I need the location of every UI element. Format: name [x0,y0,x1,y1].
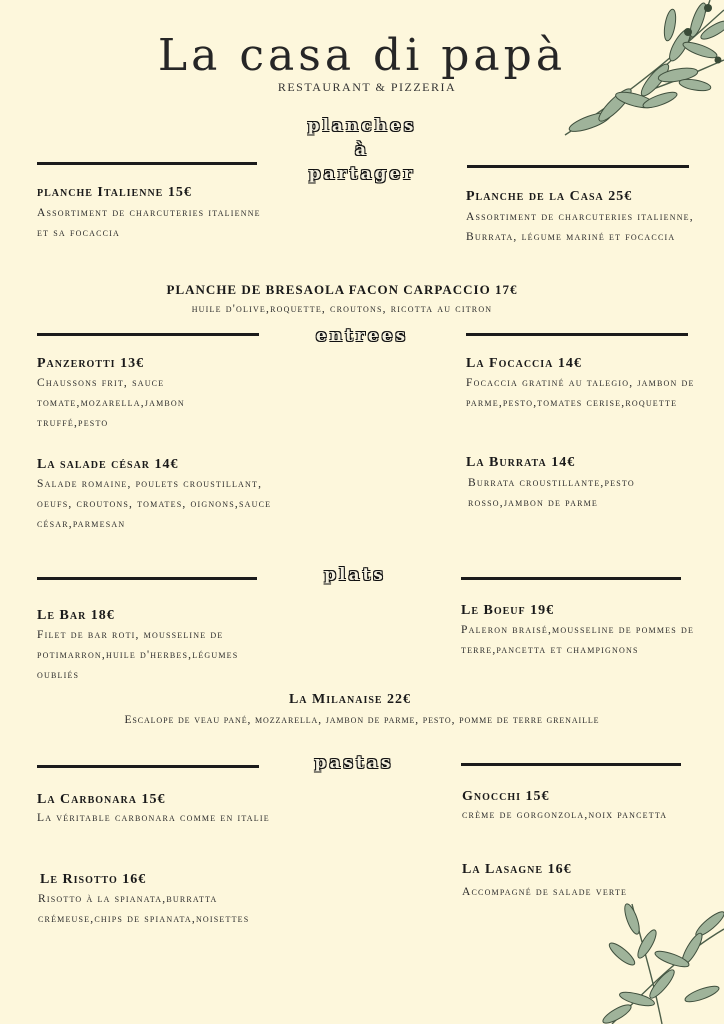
menu-item-carbonara [37,792,277,828]
menu-item-milanaise [0,692,724,730]
menu-item-description: Assortiment de charcuteries italienne et sa focaccia [37,207,261,239]
restaurant-title: La casa di papà [157,30,567,81]
menu-item-bar [37,608,272,685]
section-title-entrees: entrees [315,326,409,346]
section-title-planches-line1: planches [307,116,417,136]
menu-item-planche-bresaola [0,282,684,319]
menu-item-description: Paleron braisé,mousseline de pommes de terre,pancetta et champignons [461,624,695,656]
menu-item-description: La véritable carbonara comme en italie [37,812,270,824]
divider-planches-left [37,162,257,165]
menu-item-name: La Carbonara 15€ [37,792,166,807]
menu-item-name: La Burrata 14€ [466,455,576,470]
restaurant-subtitle: RESTAURANT & PIZZERIA [277,80,457,94]
divider-plats-left [37,577,257,580]
menu-item-description: Salade romaine, poulets croustillant, oeufs, croutons, tomates, oignons,sauce césar,parmesan [37,478,272,530]
menu-item-name: Gnocchi 15€ [462,789,550,804]
menu-item-gnocchi [462,789,682,825]
divider-pastas-right [461,763,681,766]
section-title-pastas: pastas [314,753,394,773]
menu-item-name: Le Boeuf 19€ [461,603,555,618]
menu-item-name: La Lasagne 16€ [462,862,572,877]
menu-item-description: Filet de bar roti, mousseline de potimarron,huile d'herbes,légumes oubliés [37,629,239,681]
menu-item-panzerotti [37,356,247,433]
menu-item-planche-italienne [37,185,267,243]
menu-item-description: crème de gorgonzola,noix pancetta [462,809,668,821]
menu-item-planche-casa [466,189,706,247]
menu-item-lasagne [462,862,702,902]
menu-item-description: Chaussons frit, sauce tomate,mozarella,jambon truffé,pesto [37,377,185,429]
menu-item-name: La Focaccia 14€ [466,356,582,371]
divider-pastas-left [37,765,259,768]
menu-item-name: La Milanaise 22€ [288,692,412,707]
menu-item-burrata [466,455,711,513]
menu-item-name: La salade césar 14€ [37,457,179,472]
menu-item-name: Le Risotto 16€ [40,872,147,887]
menu-item-salade-cesar [37,457,292,534]
section-title-planches [262,114,462,186]
menu-item-description: Assortiment de charcuteries italienne, Burrata, légume mariné et focaccia [466,211,694,243]
section-title-plats: plats [324,565,386,585]
section-title-planches-line2: à [354,140,369,160]
menu-item-name: planche Italienne 15€ [37,185,192,200]
menu-item-boeuf [461,603,721,660]
section-title-planches-line3: partager [308,164,416,184]
menu-item-name: Le Bar 18€ [37,608,115,623]
menu-item-risotto [40,872,275,929]
menu-item-description: Burrata croustillante,pesto rosso,jambon de parme [468,477,635,509]
menu-item-description: Risotto à la spianata,burratta crémeuse,chips de spianata,noisettes [38,893,250,925]
menu-item-description: Escalope de veau pané, mozzarella, jambon de parme, pesto, pomme de terre grenaille [124,714,600,726]
menu-item-name: PLANCHE DE BRESAOLA FACON CARPACCIO 17€ [166,282,518,297]
divider-plats-right [461,577,681,580]
menu-item-description: Accompagné de salade verte [462,886,628,898]
menu-item-name: Planche de la Casa 25€ [466,189,633,204]
olive-branch-bottom-icon [592,894,724,1024]
divider-entrees-left [37,333,259,336]
menu-item-description: Focaccia gratiné au talegio, jambon de parme,pesto,tomates cerise,roquette [466,377,695,409]
divider-planches-right [467,165,689,168]
menu-item-description: huile d'olive,roquette, croutons, ricotta au citron [191,303,493,315]
divider-entrees-right [466,333,688,336]
menu-item-name: Panzerotti 13€ [37,356,145,371]
menu-item-focaccia [466,356,716,413]
